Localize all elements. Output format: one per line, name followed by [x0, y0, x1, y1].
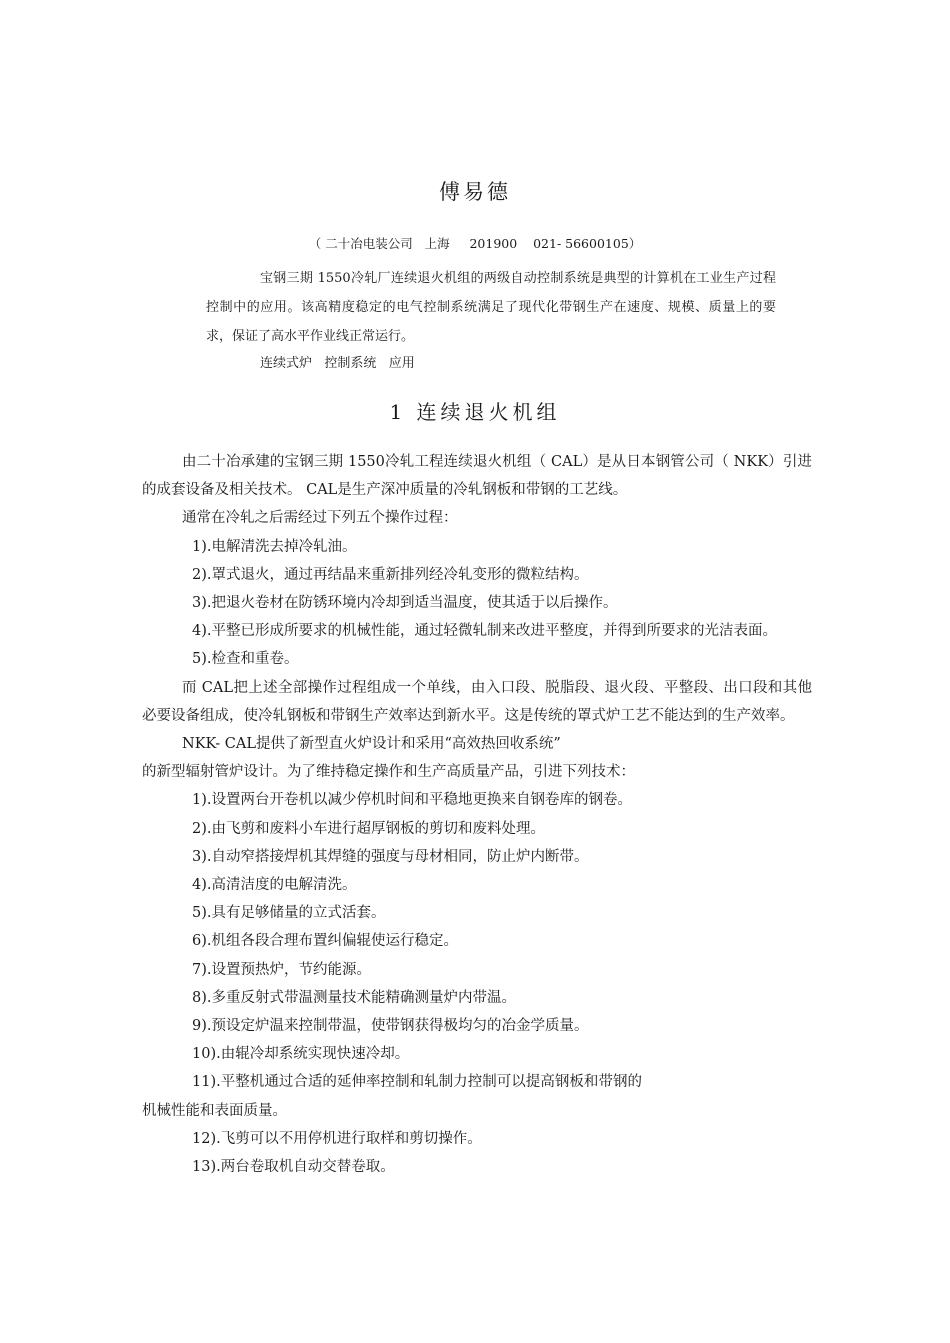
tech-item-1: 1).设置两台开卷机以减少停机时间和平稳地更换来自钢卷库的钢卷。 — [192, 792, 632, 809]
section-body — [142, 448, 812, 1181]
tech-item-3: 3).自动窄搭接焊机其焊缝的强度与母材相同，防止炉内断带。 — [192, 848, 589, 865]
author-affiliation: （ 二十冶电装公司 上海 201900 021- 56600105） — [308, 236, 642, 251]
tech-item-5: 5).具有足够储量的立式活套。 — [192, 905, 386, 922]
process-step-1: 1).电解清洗去掉冷轧油。 — [192, 538, 357, 555]
abstract-paragraph: 宝钢三期 1550冷轧厂连续退火机组的两级自动控制系统是典型的计算机在工业生产过程控制中的应用。该高精度稳定的电气控制系统满足了现代化带钢生产在速度、规模、质量上的要求，保证了高水平作业线正常运行。 — [206, 271, 776, 344]
tech-item-4: 4).高清洁度的电解清洗。 — [192, 877, 357, 894]
tech-item-11: 11).平整机通过合适的延伸率控制和轧制力控制可以提高钢板和带钢的机械性能和表面质量。 — [142, 1074, 642, 1119]
nkk-paragraph-line1: NKK- CAL提供了新型直火炉设计和采用“高效热回收系统” — [182, 736, 561, 753]
tech-item-2: 2).由飞剪和废料小车进行超厚钢板的剪切和废料处理。 — [192, 820, 545, 837]
process-intro: 通常在冷轧之后需经过下列五个操作过程： — [182, 510, 458, 527]
tech-item-10: 10).由辊冷却系统实现快速冷却。 — [192, 1046, 410, 1063]
nkk-paragraph-line2: 的新型辐射管炉设计。为了维持稳定操作和生产高质量产品，引进下列技术： — [142, 764, 635, 781]
process-step-4: 4).平整已形成所要求的机械性能，通过轻微轧制来改进平整度，并得到所要求的光洁表面。 — [192, 623, 777, 640]
tech-item-13: 13).两台卷取机自动交替卷取。 — [192, 1159, 395, 1176]
cal-paragraph: 而 CAL把上述全部操作过程组成一个单线，由入口段、脱脂段、退火段、平整段、出口段和其他必要设备组成，使冷轧钢板和带钢生产效率达到新水平。这是传统的罩式炉工艺不能达到的生产效率。 — [142, 679, 812, 724]
process-step-5: 5).检查和重卷。 — [192, 651, 299, 668]
tech-item-6: 6).机组各段合理布置纠偏辊使运行稳定。 — [192, 933, 458, 950]
process-step-3: 3).把退火卷材在防锈环境内冷却到适当温度，使其适于以后操作。 — [192, 595, 618, 612]
intro-paragraph: 由二十冶承建的宝钢三期 1550冷轧工程连续退火机组（ CAL）是从日本钢管公司（ NKK）引进的成套设备及相关技术。 CAL是生产深冲质量的冷轧钢板和带钢的工艺线。 — [142, 454, 812, 499]
tech-item-7: 7).设置预热炉，节约能源。 — [192, 961, 371, 978]
tech-item-12: 12).飞剪可以不用停机进行取样和剪切操作。 — [192, 1130, 482, 1147]
process-step-2: 2).罩式退火，通过再结晶来重新排列经冷轧变形的微粒结构。 — [192, 566, 589, 583]
keywords-line: 连续式炉 控制系统 应用 — [260, 356, 415, 371]
tech-item-9: 9).预设定炉温来控制带温，使带钢获得极均匀的冶金学质量。 — [192, 1018, 589, 1035]
author-name: 傅易德 — [439, 180, 511, 204]
tech-item-8: 8).多重反射式带温测量技术能精确测量炉内带温。 — [192, 989, 516, 1006]
section-heading: 1 连续退火机组 — [389, 400, 561, 424]
